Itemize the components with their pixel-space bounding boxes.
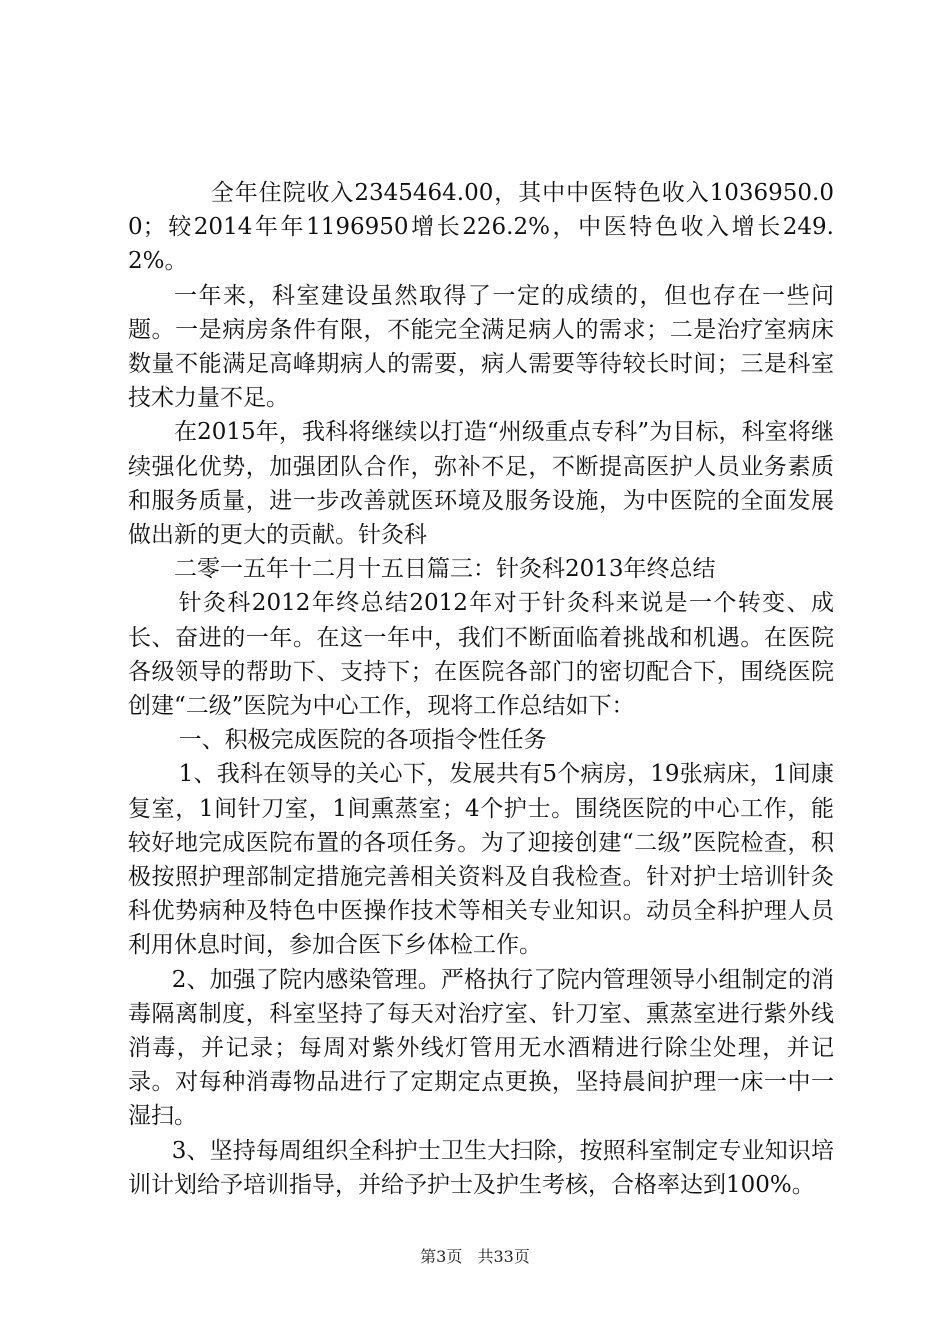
- paragraph-2012-summary-intro: 针灸科2012年终总结2012年对于针灸科来说是一个转变、成长、奋进的一年。在这一年中，我们不断面临着挑战和机遇。在医院各级领导的帮助下、支持下；在医院各部门的密切配合下，围绕医院创建“二级”医院为中心工作，现将工作总结如下：: [128, 590, 834, 720]
- paragraph-item-3: 3、坚持每周组织全科护士卫生大扫除，按照科室制定专业知识培训计划给予培训指导，并给予护士及护生考核，合格率达到100%。: [128, 1137, 834, 1198]
- paragraph-item-1: 1、我科在领导的关心下，发展共有5个病房，19张病床，1间康复室，1间针刀室，1间熏蒸室；4个护士。围绕医院的中心工作，能较好地完成医院布置的各项任务。为了迎接创建“二级”医院检查，积极按照护理部制定措施完善相关资料及自我检查。针对护士培训针灸科优势病种及特色中医操作技术等相关专业知识。动员全科护理人员利用休息时间，参加合医下乡体检工作。: [128, 761, 834, 959]
- page-footer: [0, 1244, 950, 1267]
- total-pages: 共33页: [477, 1247, 530, 1266]
- paragraph-item-2: 2、加强了院内感染管理。严格执行了院内管理领导小组制定的消毒隔离制度，科室坚持了每天对治疗室、针刀室、熏蒸室进行紫外线消毒，并记录；每周对紫外线灯管用无水酒精进行除尘处理，并记录。对每种消毒物品进行了定期定点更换，坚持晨间护理一床一中一湿扫。: [128, 966, 834, 1130]
- page-number: 第3页: [420, 1247, 463, 1266]
- section-heading-tasks: 一、积极完成医院的各项指令性任务: [178, 727, 547, 754]
- paragraph-problems: 一年来，科室建设虽然取得了一定的成绩的，但也存在一些问题。一是病房条件有限，不能完全满足病人的需求；二是治疗室病床数量不能满足高峰期病人的需要，病人需要等待较长时间；三是科室技术力量不足。: [128, 282, 834, 412]
- paragraph-date-and-section-title: 二零一五年十二月十五日篇三：针灸科2013年终总结: [174, 556, 716, 583]
- paragraph-2015-goals: 在2015年，我科将继续以打造“州级重点专科”为目标，科室将继续强化优势，加强团队合作，弥补不足，不断提高医护人员业务素质和服务质量，进一步改善就医环境及服务设施，为中医院的全面发展做出新的更大的贡献。针灸科: [128, 419, 834, 549]
- paragraph-inpatient-income: 全年住院收入2345464.00，其中中医特色收入1036950.00；较2014年年1196950增长226.2%，中医特色收入增长249.2%。: [128, 180, 834, 275]
- document-body: [128, 176, 834, 1202]
